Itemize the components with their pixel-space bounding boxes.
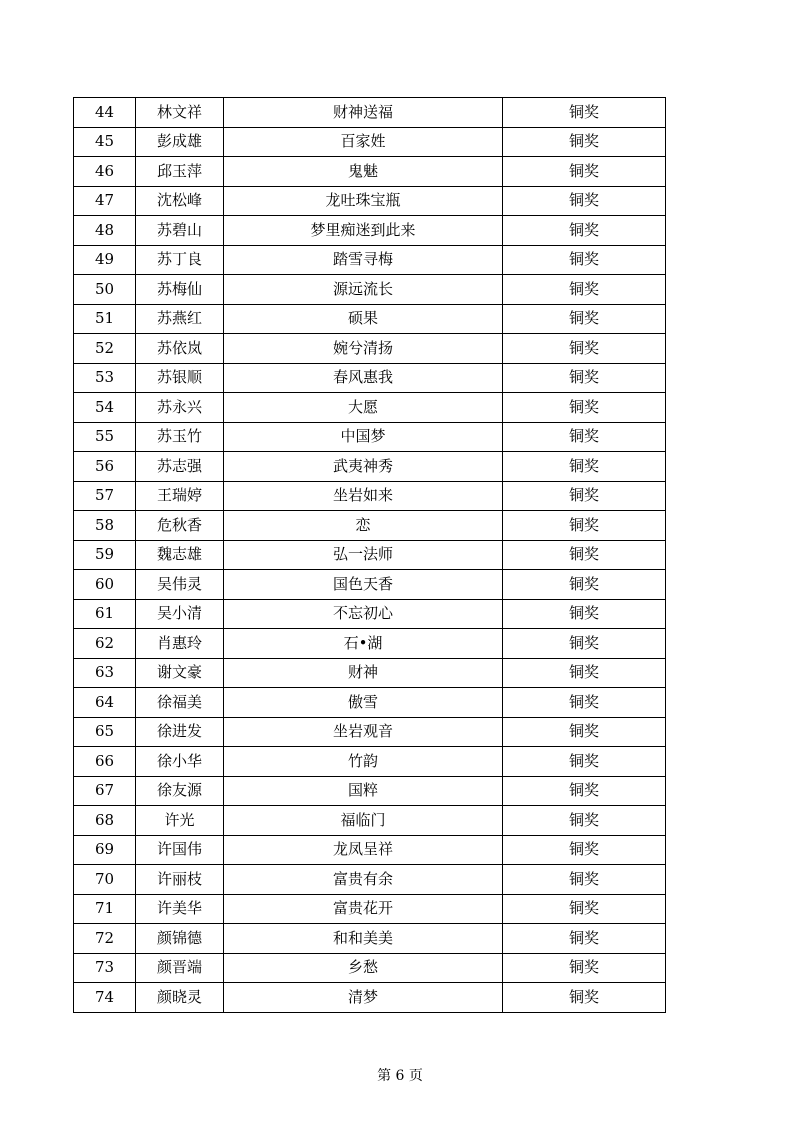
entry-number-cell: 44: [74, 98, 136, 128]
author-name-cell: 吴小清: [136, 599, 224, 629]
table-row: [74, 688, 666, 718]
author-name-cell: 吴伟灵: [136, 570, 224, 600]
work-title-cell: 财神: [224, 658, 503, 688]
work-title-cell: 富贵花开: [224, 894, 503, 924]
award-level-cell: 铜奖: [503, 511, 666, 541]
table-row: [74, 511, 666, 541]
work-title-cell: 竹韵: [224, 747, 503, 777]
award-level-cell: 铜奖: [503, 452, 666, 482]
table-row: [74, 865, 666, 895]
author-name-cell: 谢文豪: [136, 658, 224, 688]
author-name-cell: 许丽枝: [136, 865, 224, 895]
author-name-cell: 许美华: [136, 894, 224, 924]
table-row: [74, 924, 666, 954]
table-row: [74, 393, 666, 423]
table-row: [74, 216, 666, 246]
entry-number-cell: 46: [74, 157, 136, 187]
entry-number-cell: 52: [74, 334, 136, 364]
work-title-cell: 不忘初心: [224, 599, 503, 629]
table-row: [74, 157, 666, 187]
work-title-cell: 踏雪寻梅: [224, 245, 503, 275]
award-level-cell: 铜奖: [503, 334, 666, 364]
table-row: [74, 275, 666, 305]
table-row: [74, 245, 666, 275]
award-level-cell: 铜奖: [503, 599, 666, 629]
table-row: [74, 983, 666, 1013]
entry-number-cell: 74: [74, 983, 136, 1013]
entry-number-cell: 57: [74, 481, 136, 511]
table-row: [74, 570, 666, 600]
author-name-cell: 徐友源: [136, 776, 224, 806]
award-level-cell: 铜奖: [503, 422, 666, 452]
award-level-cell: 铜奖: [503, 835, 666, 865]
work-title-cell: 大愿: [224, 393, 503, 423]
awards-table: [73, 97, 666, 1013]
author-name-cell: 林文祥: [136, 98, 224, 128]
author-name-cell: 徐福美: [136, 688, 224, 718]
award-level-cell: 铜奖: [503, 658, 666, 688]
work-title-cell: 硕果: [224, 304, 503, 334]
award-level-cell: 铜奖: [503, 953, 666, 983]
entry-number-cell: 61: [74, 599, 136, 629]
work-title-cell: 鬼魅: [224, 157, 503, 187]
author-name-cell: 苏梅仙: [136, 275, 224, 305]
award-level-cell: 铜奖: [503, 393, 666, 423]
work-title-cell: 坐岩观音: [224, 717, 503, 747]
table-row: [74, 599, 666, 629]
author-name-cell: 苏燕红: [136, 304, 224, 334]
work-title-cell: 国粹: [224, 776, 503, 806]
table-row: [74, 658, 666, 688]
award-level-cell: 铜奖: [503, 186, 666, 216]
work-title-cell: 中国梦: [224, 422, 503, 452]
author-name-cell: 王瑞婷: [136, 481, 224, 511]
table-row: [74, 127, 666, 157]
entry-number-cell: 65: [74, 717, 136, 747]
entry-number-cell: 71: [74, 894, 136, 924]
author-name-cell: 危秋香: [136, 511, 224, 541]
table-row: [74, 98, 666, 128]
work-title-cell: 龙吐珠宝瓶: [224, 186, 503, 216]
author-name-cell: 苏永兴: [136, 393, 224, 423]
author-name-cell: 颜晋端: [136, 953, 224, 983]
author-name-cell: 颜锦德: [136, 924, 224, 954]
table-row: [74, 540, 666, 570]
table-row: [74, 894, 666, 924]
table-row: [74, 776, 666, 806]
entry-number-cell: 59: [74, 540, 136, 570]
entry-number-cell: 73: [74, 953, 136, 983]
award-level-cell: 铜奖: [503, 540, 666, 570]
work-title-cell: 坐岩如来: [224, 481, 503, 511]
work-title-cell: 春风惠我: [224, 363, 503, 393]
entry-number-cell: 53: [74, 363, 136, 393]
entry-number-cell: 54: [74, 393, 136, 423]
entry-number-cell: 72: [74, 924, 136, 954]
entry-number-cell: 47: [74, 186, 136, 216]
entry-number-cell: 48: [74, 216, 136, 246]
award-level-cell: 铜奖: [503, 983, 666, 1013]
author-name-cell: 肖惠玲: [136, 629, 224, 659]
table-row: [74, 334, 666, 364]
author-name-cell: 苏玉竹: [136, 422, 224, 452]
award-level-cell: 铜奖: [503, 865, 666, 895]
table-row: [74, 806, 666, 836]
award-level-cell: 铜奖: [503, 304, 666, 334]
work-title-cell: 弘一法师: [224, 540, 503, 570]
work-title-cell: 清梦: [224, 983, 503, 1013]
table-row: [74, 747, 666, 777]
table-row: [74, 452, 666, 482]
entry-number-cell: 67: [74, 776, 136, 806]
table-row: [74, 363, 666, 393]
entry-number-cell: 63: [74, 658, 136, 688]
entry-number-cell: 64: [74, 688, 136, 718]
author-name-cell: 许国伟: [136, 835, 224, 865]
page-number: 第 6 页: [377, 1068, 423, 1084]
author-name-cell: 徐进发: [136, 717, 224, 747]
work-title-cell: 龙凤呈祥: [224, 835, 503, 865]
work-title-cell: 富贵有余: [224, 865, 503, 895]
award-level-cell: 铜奖: [503, 157, 666, 187]
table-row: [74, 422, 666, 452]
award-level-cell: 铜奖: [503, 363, 666, 393]
table-row: [74, 835, 666, 865]
work-title-cell: 梦里痴迷到此来: [224, 216, 503, 246]
author-name-cell: 许光: [136, 806, 224, 836]
author-name-cell: 苏银顺: [136, 363, 224, 393]
author-name-cell: 颜晓灵: [136, 983, 224, 1013]
work-title-cell: 傲雪: [224, 688, 503, 718]
award-level-cell: 铜奖: [503, 127, 666, 157]
work-title-cell: 源远流长: [224, 275, 503, 305]
award-level-cell: 铜奖: [503, 776, 666, 806]
author-name-cell: 苏丁良: [136, 245, 224, 275]
work-title-cell: 财神送福: [224, 98, 503, 128]
work-title-cell: 婉兮清扬: [224, 334, 503, 364]
entry-number-cell: 49: [74, 245, 136, 275]
entry-number-cell: 55: [74, 422, 136, 452]
award-level-cell: 铜奖: [503, 275, 666, 305]
award-level-cell: 铜奖: [503, 894, 666, 924]
entry-number-cell: 62: [74, 629, 136, 659]
table-row: [74, 304, 666, 334]
entry-number-cell: 60: [74, 570, 136, 600]
award-level-cell: 铜奖: [503, 717, 666, 747]
award-level-cell: 铜奖: [503, 98, 666, 128]
work-title-cell: 乡愁: [224, 953, 503, 983]
table-row: [74, 481, 666, 511]
table-row: [74, 629, 666, 659]
work-title-cell: 石•湖: [224, 629, 503, 659]
entry-number-cell: 69: [74, 835, 136, 865]
entry-number-cell: 45: [74, 127, 136, 157]
author-name-cell: 魏志雄: [136, 540, 224, 570]
author-name-cell: 徐小华: [136, 747, 224, 777]
table-row: [74, 186, 666, 216]
entry-number-cell: 58: [74, 511, 136, 541]
award-level-cell: 铜奖: [503, 245, 666, 275]
author-name-cell: 彭成雄: [136, 127, 224, 157]
award-level-cell: 铜奖: [503, 747, 666, 777]
table-row: [74, 717, 666, 747]
entry-number-cell: 50: [74, 275, 136, 305]
author-name-cell: 苏依岚: [136, 334, 224, 364]
author-name-cell: 苏碧山: [136, 216, 224, 246]
entry-number-cell: 68: [74, 806, 136, 836]
work-title-cell: 恋: [224, 511, 503, 541]
award-level-cell: 铜奖: [503, 216, 666, 246]
author-name-cell: 邱玉萍: [136, 157, 224, 187]
award-level-cell: 铜奖: [503, 629, 666, 659]
award-level-cell: 铜奖: [503, 688, 666, 718]
award-level-cell: 铜奖: [503, 806, 666, 836]
author-name-cell: 苏志强: [136, 452, 224, 482]
entry-number-cell: 70: [74, 865, 136, 895]
award-level-cell: 铜奖: [503, 924, 666, 954]
work-title-cell: 福临门: [224, 806, 503, 836]
award-level-cell: 铜奖: [503, 481, 666, 511]
work-title-cell: 国色天香: [224, 570, 503, 600]
entry-number-cell: 56: [74, 452, 136, 482]
award-level-cell: 铜奖: [503, 570, 666, 600]
entry-number-cell: 66: [74, 747, 136, 777]
work-title-cell: 和和美美: [224, 924, 503, 954]
entry-number-cell: 51: [74, 304, 136, 334]
awards-table-body: [74, 98, 666, 1013]
table-row: [74, 953, 666, 983]
work-title-cell: 百家姓: [224, 127, 503, 157]
work-title-cell: 武夷神秀: [224, 452, 503, 482]
author-name-cell: 沈松峰: [136, 186, 224, 216]
